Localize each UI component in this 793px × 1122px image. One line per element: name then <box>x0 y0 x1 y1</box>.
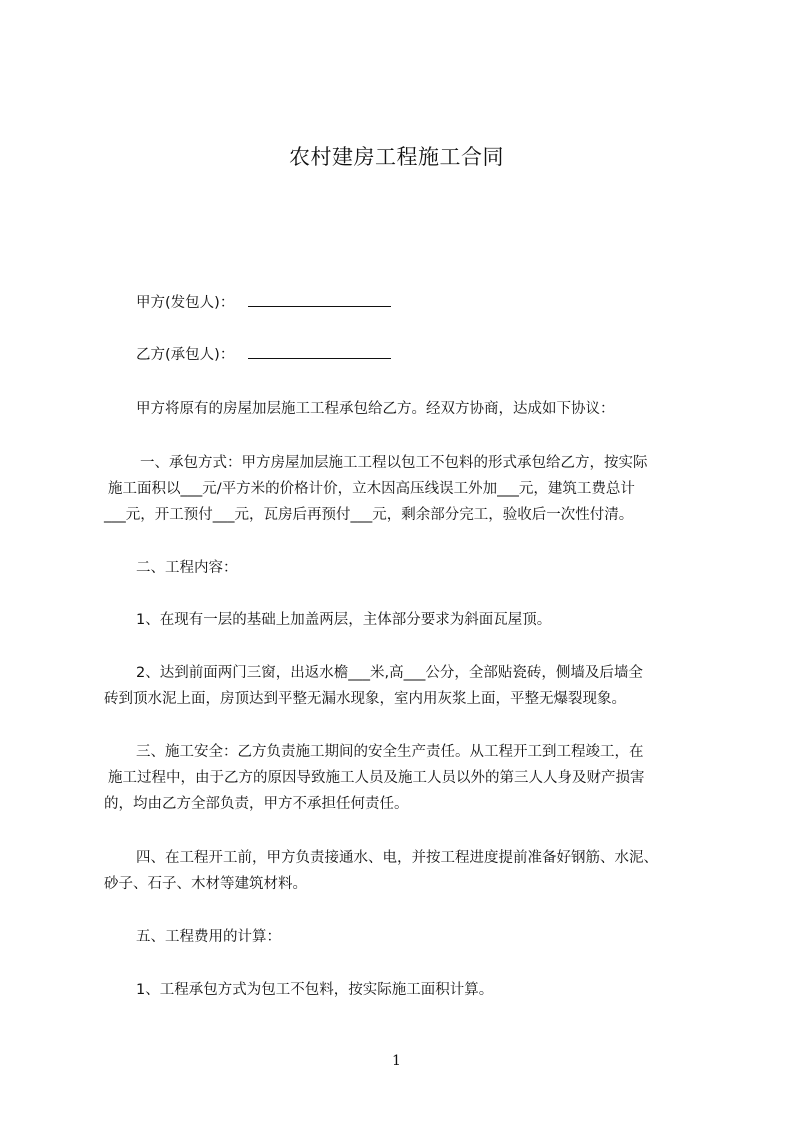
clause-1-line-2: 施工面积以___元/平方米的价格计价，立木因高压线误工外加___元，建筑工费总计 <box>108 481 635 497</box>
party-a-blank <box>248 290 391 307</box>
clause-2-heading: 二、工程内容： <box>136 560 238 576</box>
clause-2-item-2-line-1: 2、达到前面两门三窗，出返水檐___米,高___公分，全部贴瓷砖，侧墙及后墙全 <box>136 665 643 681</box>
clause-1-line-3: ___元，开工预付___元，瓦房后再预付___元，剩余部分完工，验收后一次性付清。 <box>104 507 634 523</box>
clause-1 <box>104 450 714 528</box>
clause-2-item-2 <box>104 660 714 712</box>
document-title: 农村建房工程施工合同 <box>289 145 504 169</box>
clause-2-item-1-block <box>104 607 714 633</box>
party-a-line <box>104 290 714 316</box>
party-b-line <box>104 342 714 368</box>
clause-5-item-1: 1、工程承包方式为包工不包料，按实际施工面积计算。 <box>136 982 494 998</box>
intro-text: 甲方将原有的房屋加层施工工程承包给乙方。经双方协商，达成如下协议： <box>136 401 615 417</box>
clause-5-item-1-block <box>104 977 714 1003</box>
clause-5-heading-block <box>104 924 714 950</box>
clause-4-line-1: 四、在工程开工前，甲方负责接通水、电，并按工程进度提前准备好钢筋、水泥、 <box>136 850 658 866</box>
clause-4 <box>104 845 714 897</box>
clause-2-item-2-line-2: 砖到顶水泥上面，房顶达到平整无漏水现象，室内用灰浆上面，平整无爆裂现象。 <box>104 691 626 707</box>
clause-3-line-2: 施工过程中，由于乙方的原因导致施工人员及施工人员以外的第三人人身及财产损害 <box>108 770 645 786</box>
clause-4-line-2: 砂子、石子、木材等建筑材料。 <box>104 876 307 892</box>
clause-3-line-3: 的，均由乙方全部负责，甲方不承担任何责任。 <box>104 796 409 812</box>
clause-2-heading-block <box>104 555 714 581</box>
party-b-label: 乙方(承包人)： <box>136 347 235 363</box>
clause-2-item-1: 1、在现有一层的基础上加盖两层，主体部分要求为斜面瓦屋顶。 <box>136 612 552 628</box>
page-number: 1 <box>392 1053 401 1069</box>
clause-3 <box>104 739 714 817</box>
clause-1-line-1: 一、承包方式：甲方房屋加层施工工程以包工不包料的形式承包给乙方，按实际 <box>140 455 648 471</box>
party-a-label: 甲方(发包人)： <box>136 295 235 311</box>
clause-3-line-1: 三、施工安全：乙方负责施工期间的安全生产责任。从工程开工到工程竣工，在 <box>136 744 644 760</box>
intro-paragraph <box>104 396 714 422</box>
party-b-blank <box>248 342 391 359</box>
clause-5-heading: 五、工程费用的计算： <box>136 929 281 945</box>
